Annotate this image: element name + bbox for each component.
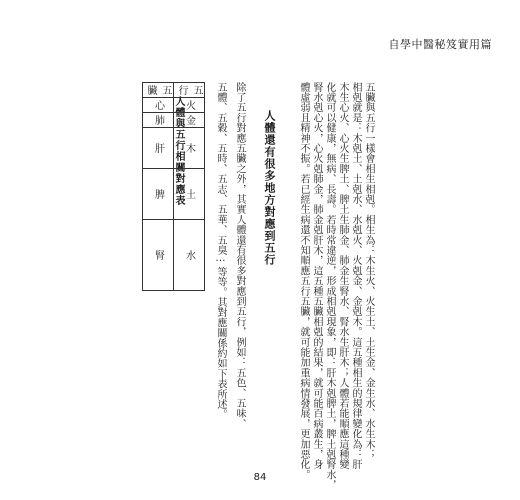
running-header: 自學中醫秘笈實用篇 bbox=[388, 38, 492, 51]
correspondence-table bbox=[142, 82, 205, 291]
table-cell: 心 bbox=[143, 98, 174, 113]
table-cell: 五臟 bbox=[143, 83, 174, 98]
paragraph-line-6: 體虛弱且精神不振。若已經生病還不知順應五行五臟，就可能加重病情發展，更加惡化。 bbox=[298, 82, 309, 480]
table-cell: 脾 bbox=[143, 169, 174, 220]
body-line-1: 除了五行對應五臟之外，其實人體還有很多對應到五行，例如：五色、五味、 bbox=[234, 82, 245, 429]
table-cell: 火 bbox=[174, 98, 205, 113]
paragraph-line-4: 化就可以健康，無病、長壽。若時常違逆，形成相剋現象，即：肝木剋脾土，脾土剋腎水， bbox=[324, 82, 335, 490]
table-cell: 五行 bbox=[174, 83, 205, 98]
paragraph-line-2: 相剋就是：木剋土、土剋水、水剋火、火剋金、金剋木。這五種相生的規律變化為：肝 bbox=[350, 82, 361, 470]
table-cell: 金 bbox=[174, 113, 205, 128]
table-cell: 肺 bbox=[143, 113, 174, 128]
paragraph-line-5: 腎水剋心火，心火剋肺金，肺金剋肝木，這五種五臟相剋的結果，就可能百病叢生，身 bbox=[311, 82, 322, 470]
section-heading: 人體還有很多地方對應到五行 bbox=[263, 110, 276, 266]
table-cell: 肝 bbox=[143, 128, 174, 169]
page-number: 84 bbox=[253, 472, 267, 483]
table-title: 人體與五行相關對應表 bbox=[173, 96, 184, 206]
body-line-2: 五體、五穀、五時、五志、五華、五臭⋯等等。其對應關係約如下表所述。 bbox=[215, 82, 226, 420]
table-cell: 木 bbox=[174, 128, 205, 169]
table-cell: 腎 bbox=[143, 220, 174, 291]
paragraph-line-1: 五臟與五行一樣會相生相剋。相生為：木生火、火生土、土生金、金生水、水生木； bbox=[363, 82, 374, 460]
table-cell: 土 bbox=[174, 169, 205, 220]
table-cell: 水 bbox=[174, 220, 205, 291]
paragraph-line-3: 木生心火、心火生脾土、脾土生肺金、肺金生腎水、腎水生肝木；人體若能順應這種變 bbox=[337, 82, 348, 470]
